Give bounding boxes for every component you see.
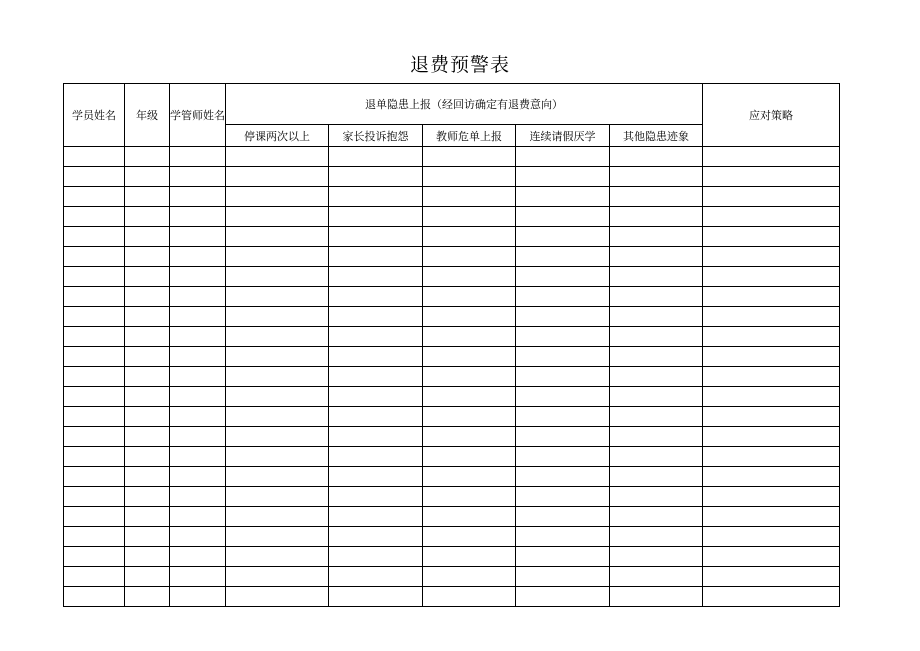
cell-manager-name[interactable]	[170, 467, 226, 487]
cell-student-name[interactable]	[64, 187, 125, 207]
cell-continuous-leave[interactable]	[516, 267, 610, 287]
table-row	[64, 427, 840, 447]
cell-manager-name[interactable]	[170, 387, 226, 407]
cell-other-signs[interactable]	[610, 367, 703, 387]
cell-parent-complaints[interactable]	[329, 447, 423, 467]
cell-strategy[interactable]	[703, 587, 840, 607]
cell-continuous-leave[interactable]	[516, 247, 610, 267]
cell-parent-complaints[interactable]	[329, 327, 423, 347]
cell-suspended-classes[interactable]	[226, 507, 329, 527]
header-continuous-leave: 连续请假厌学	[516, 125, 610, 147]
cell-strategy[interactable]	[703, 167, 840, 187]
cell-manager-name[interactable]	[170, 587, 226, 607]
cell-other-signs[interactable]	[610, 567, 703, 587]
cell-suspended-classes[interactable]	[226, 327, 329, 347]
cell-other-signs[interactable]	[610, 167, 703, 187]
cell-grade[interactable]	[125, 327, 170, 347]
cell-student-name[interactable]	[64, 147, 125, 167]
header-teacher-report: 教师危单上报	[423, 125, 516, 147]
header-student-name: 学员姓名	[64, 84, 125, 147]
cell-other-signs[interactable]	[610, 447, 703, 467]
cell-grade[interactable]	[125, 527, 170, 547]
cell-grade[interactable]	[125, 287, 170, 307]
cell-manager-name[interactable]	[170, 187, 226, 207]
cell-grade[interactable]	[125, 307, 170, 327]
header-risk-report-group: 退单隐患上报（经回访确定有退费意向）	[226, 84, 703, 125]
cell-other-signs[interactable]	[610, 187, 703, 207]
cell-parent-complaints[interactable]	[329, 407, 423, 427]
cell-parent-complaints[interactable]	[329, 527, 423, 547]
cell-student-name[interactable]	[64, 447, 125, 467]
cell-suspended-classes[interactable]	[226, 207, 329, 227]
cell-parent-complaints[interactable]	[329, 547, 423, 567]
header-other-signs: 其他隐患迹象	[610, 125, 703, 147]
cell-strategy[interactable]	[703, 247, 840, 267]
cell-manager-name[interactable]	[170, 227, 226, 247]
cell-teacher-report[interactable]	[423, 327, 516, 347]
cell-strategy[interactable]	[703, 427, 840, 447]
cell-parent-complaints[interactable]	[329, 167, 423, 187]
cell-suspended-classes[interactable]	[226, 167, 329, 187]
cell-teacher-report[interactable]	[423, 147, 516, 167]
cell-other-signs[interactable]	[610, 227, 703, 247]
cell-teacher-report[interactable]	[423, 547, 516, 567]
cell-suspended-classes[interactable]	[226, 187, 329, 207]
cell-student-name[interactable]	[64, 247, 125, 267]
cell-grade[interactable]	[125, 187, 170, 207]
cell-teacher-report[interactable]	[423, 167, 516, 187]
cell-strategy[interactable]	[703, 527, 840, 547]
cell-strategy[interactable]	[703, 307, 840, 327]
cell-suspended-classes[interactable]	[226, 487, 329, 507]
cell-parent-complaints[interactable]	[329, 487, 423, 507]
cell-strategy[interactable]	[703, 267, 840, 287]
cell-other-signs[interactable]	[610, 387, 703, 407]
cell-other-signs[interactable]	[610, 407, 703, 427]
cell-suspended-classes[interactable]	[226, 447, 329, 467]
cell-manager-name[interactable]	[170, 567, 226, 587]
table-row	[64, 167, 840, 187]
cell-strategy[interactable]	[703, 467, 840, 487]
cell-student-name[interactable]	[64, 567, 125, 587]
cell-other-signs[interactable]	[610, 247, 703, 267]
cell-other-signs[interactable]	[610, 467, 703, 487]
cell-strategy[interactable]	[703, 567, 840, 587]
cell-grade[interactable]	[125, 367, 170, 387]
cell-student-name[interactable]	[64, 207, 125, 227]
cell-student-name[interactable]	[64, 367, 125, 387]
cell-other-signs[interactable]	[610, 547, 703, 567]
cell-other-signs[interactable]	[610, 587, 703, 607]
table-row	[64, 587, 840, 607]
cell-continuous-leave[interactable]	[516, 407, 610, 427]
cell-strategy[interactable]	[703, 487, 840, 507]
cell-strategy[interactable]	[703, 327, 840, 347]
cell-teacher-report[interactable]	[423, 227, 516, 247]
cell-suspended-classes[interactable]	[226, 547, 329, 567]
cell-parent-complaints[interactable]	[329, 387, 423, 407]
cell-teacher-report[interactable]	[423, 307, 516, 327]
cell-grade[interactable]	[125, 507, 170, 527]
cell-grade[interactable]	[125, 467, 170, 487]
cell-suspended-classes[interactable]	[226, 247, 329, 267]
cell-continuous-leave[interactable]	[516, 147, 610, 167]
cell-suspended-classes[interactable]	[226, 587, 329, 607]
table-row	[64, 527, 840, 547]
cell-student-name[interactable]	[64, 587, 125, 607]
cell-student-name[interactable]	[64, 267, 125, 287]
cell-continuous-leave[interactable]	[516, 167, 610, 187]
cell-grade[interactable]	[125, 247, 170, 267]
cell-manager-name[interactable]	[170, 247, 226, 267]
cell-grade[interactable]	[125, 227, 170, 247]
cell-strategy[interactable]	[703, 207, 840, 227]
cell-parent-complaints[interactable]	[329, 227, 423, 247]
table-row	[64, 487, 840, 507]
table-row	[64, 207, 840, 227]
cell-teacher-report[interactable]	[423, 427, 516, 447]
table-row	[64, 227, 840, 247]
cell-suspended-classes[interactable]	[226, 287, 329, 307]
cell-strategy[interactable]	[703, 387, 840, 407]
cell-continuous-leave[interactable]	[516, 367, 610, 387]
cell-manager-name[interactable]	[170, 347, 226, 367]
cell-parent-complaints[interactable]	[329, 367, 423, 387]
cell-student-name[interactable]	[64, 547, 125, 567]
cell-teacher-report[interactable]	[423, 587, 516, 607]
cell-continuous-leave[interactable]	[516, 487, 610, 507]
cell-teacher-report[interactable]	[423, 247, 516, 267]
cell-strategy[interactable]	[703, 367, 840, 387]
cell-grade[interactable]	[125, 407, 170, 427]
cell-teacher-report[interactable]	[423, 407, 516, 427]
cell-suspended-classes[interactable]	[226, 307, 329, 327]
cell-suspended-classes[interactable]	[226, 227, 329, 247]
cell-student-name[interactable]	[64, 347, 125, 367]
cell-student-name[interactable]	[64, 407, 125, 427]
cell-grade[interactable]	[125, 387, 170, 407]
cell-teacher-report[interactable]	[423, 207, 516, 227]
table-row	[64, 367, 840, 387]
cell-other-signs[interactable]	[610, 267, 703, 287]
cell-manager-name[interactable]	[170, 147, 226, 167]
cell-teacher-report[interactable]	[423, 347, 516, 367]
cell-manager-name[interactable]	[170, 207, 226, 227]
table-row	[64, 327, 840, 347]
cell-grade[interactable]	[125, 267, 170, 287]
cell-other-signs[interactable]	[610, 327, 703, 347]
cell-manager-name[interactable]	[170, 427, 226, 447]
cell-teacher-report[interactable]	[423, 447, 516, 467]
cell-other-signs[interactable]	[610, 147, 703, 167]
refund-warning-table	[63, 83, 840, 607]
cell-grade[interactable]	[125, 147, 170, 167]
header-manager-name: 学管师姓名	[170, 84, 226, 147]
cell-strategy[interactable]	[703, 447, 840, 467]
cell-teacher-report[interactable]	[423, 487, 516, 507]
cell-student-name[interactable]	[64, 287, 125, 307]
cell-suspended-classes[interactable]	[226, 567, 329, 587]
header-parent-complaints: 家长投诉抱怨	[329, 125, 423, 147]
cell-suspended-classes[interactable]	[226, 267, 329, 287]
cell-continuous-leave[interactable]	[516, 527, 610, 547]
table-row	[64, 547, 840, 567]
page-title: 退费预警表	[409, 54, 510, 76]
cell-continuous-leave[interactable]	[516, 387, 610, 407]
table-row	[64, 247, 840, 267]
cell-parent-complaints[interactable]	[329, 267, 423, 287]
cell-manager-name[interactable]	[170, 367, 226, 387]
cell-teacher-report[interactable]	[423, 287, 516, 307]
cell-student-name[interactable]	[64, 487, 125, 507]
cell-other-signs[interactable]	[610, 427, 703, 447]
cell-parent-complaints[interactable]	[329, 587, 423, 607]
cell-continuous-leave[interactable]	[516, 447, 610, 467]
table-row	[64, 507, 840, 527]
cell-grade[interactable]	[125, 567, 170, 587]
cell-continuous-leave[interactable]	[516, 227, 610, 247]
cell-teacher-report[interactable]	[423, 267, 516, 287]
cell-manager-name[interactable]	[170, 327, 226, 347]
cell-strategy[interactable]	[703, 227, 840, 247]
table-row	[64, 287, 840, 307]
cell-manager-name[interactable]	[170, 527, 226, 547]
cell-strategy[interactable]	[703, 547, 840, 567]
cell-other-signs[interactable]	[610, 507, 703, 527]
cell-parent-complaints[interactable]	[329, 247, 423, 267]
cell-parent-complaints[interactable]	[329, 507, 423, 527]
cell-grade[interactable]	[125, 347, 170, 367]
cell-grade[interactable]	[125, 587, 170, 607]
cell-teacher-report[interactable]	[423, 527, 516, 547]
cell-other-signs[interactable]	[610, 347, 703, 367]
cell-strategy[interactable]	[703, 187, 840, 207]
cell-suspended-classes[interactable]	[226, 427, 329, 447]
cell-teacher-report[interactable]	[423, 387, 516, 407]
cell-grade[interactable]	[125, 547, 170, 567]
cell-strategy[interactable]	[703, 407, 840, 427]
cell-strategy[interactable]	[703, 507, 840, 527]
table-row	[64, 147, 840, 167]
cell-manager-name[interactable]	[170, 407, 226, 427]
cell-continuous-leave[interactable]	[516, 567, 610, 587]
cell-teacher-report[interactable]	[423, 367, 516, 387]
cell-other-signs[interactable]	[610, 527, 703, 547]
table-row	[64, 387, 840, 407]
header-grade: 年级	[125, 84, 170, 147]
table-row	[64, 407, 840, 427]
cell-manager-name[interactable]	[170, 307, 226, 327]
cell-student-name[interactable]	[64, 387, 125, 407]
header-row	[64, 84, 840, 125]
cell-teacher-report[interactable]	[423, 467, 516, 487]
header-suspended-classes: 停课两次以上	[226, 125, 329, 147]
cell-grade[interactable]	[125, 427, 170, 447]
table-row	[64, 567, 840, 587]
cell-teacher-report[interactable]	[423, 567, 516, 587]
cell-manager-name[interactable]	[170, 547, 226, 567]
table-row	[64, 187, 840, 207]
cell-student-name[interactable]	[64, 527, 125, 547]
cell-manager-name[interactable]	[170, 507, 226, 527]
cell-parent-complaints[interactable]	[329, 147, 423, 167]
cell-student-name[interactable]	[64, 227, 125, 247]
cell-suspended-classes[interactable]	[226, 147, 329, 167]
cell-teacher-report[interactable]	[423, 187, 516, 207]
cell-continuous-leave[interactable]	[516, 467, 610, 487]
cell-parent-complaints[interactable]	[329, 427, 423, 447]
cell-student-name[interactable]	[64, 467, 125, 487]
cell-suspended-classes[interactable]	[226, 387, 329, 407]
cell-parent-complaints[interactable]	[329, 467, 423, 487]
cell-parent-complaints[interactable]	[329, 347, 423, 367]
cell-parent-complaints[interactable]	[329, 187, 423, 207]
cell-other-signs[interactable]	[610, 287, 703, 307]
cell-manager-name[interactable]	[170, 287, 226, 307]
cell-strategy[interactable]	[703, 347, 840, 367]
table-row	[64, 347, 840, 367]
cell-continuous-leave[interactable]	[516, 587, 610, 607]
cell-strategy[interactable]	[703, 147, 840, 167]
cell-suspended-classes[interactable]	[226, 347, 329, 367]
cell-other-signs[interactable]	[610, 487, 703, 507]
cell-student-name[interactable]	[64, 307, 125, 327]
cell-suspended-classes[interactable]	[226, 407, 329, 427]
table-row	[64, 307, 840, 327]
cell-suspended-classes[interactable]	[226, 467, 329, 487]
cell-continuous-leave[interactable]	[516, 547, 610, 567]
cell-parent-complaints[interactable]	[329, 207, 423, 227]
cell-continuous-leave[interactable]	[516, 507, 610, 527]
cell-student-name[interactable]	[64, 327, 125, 347]
cell-continuous-leave[interactable]	[516, 187, 610, 207]
cell-continuous-leave[interactable]	[516, 427, 610, 447]
table-row	[64, 467, 840, 487]
cell-strategy[interactable]	[703, 287, 840, 307]
cell-student-name[interactable]	[64, 507, 125, 527]
cell-grade[interactable]	[125, 167, 170, 187]
cell-parent-complaints[interactable]	[329, 287, 423, 307]
cell-continuous-leave[interactable]	[516, 207, 610, 227]
cell-other-signs[interactable]	[610, 307, 703, 327]
cell-grade[interactable]	[125, 487, 170, 507]
cell-continuous-leave[interactable]	[516, 327, 610, 347]
table-row	[64, 267, 840, 287]
cell-manager-name[interactable]	[170, 267, 226, 287]
cell-student-name[interactable]	[64, 167, 125, 187]
cell-manager-name[interactable]	[170, 447, 226, 467]
cell-manager-name[interactable]	[170, 487, 226, 507]
cell-continuous-leave[interactable]	[516, 307, 610, 327]
cell-student-name[interactable]	[64, 427, 125, 447]
cell-parent-complaints[interactable]	[329, 307, 423, 327]
table-row	[64, 447, 840, 467]
header-strategy: 应对策略	[703, 84, 840, 147]
cell-manager-name[interactable]	[170, 167, 226, 187]
cell-grade[interactable]	[125, 447, 170, 467]
cell-grade[interactable]	[125, 207, 170, 227]
cell-teacher-report[interactable]	[423, 507, 516, 527]
cell-continuous-leave[interactable]	[516, 287, 610, 307]
cell-suspended-classes[interactable]	[226, 527, 329, 547]
cell-parent-complaints[interactable]	[329, 567, 423, 587]
cell-suspended-classes[interactable]	[226, 367, 329, 387]
cell-continuous-leave[interactable]	[516, 347, 610, 367]
cell-other-signs[interactable]	[610, 207, 703, 227]
